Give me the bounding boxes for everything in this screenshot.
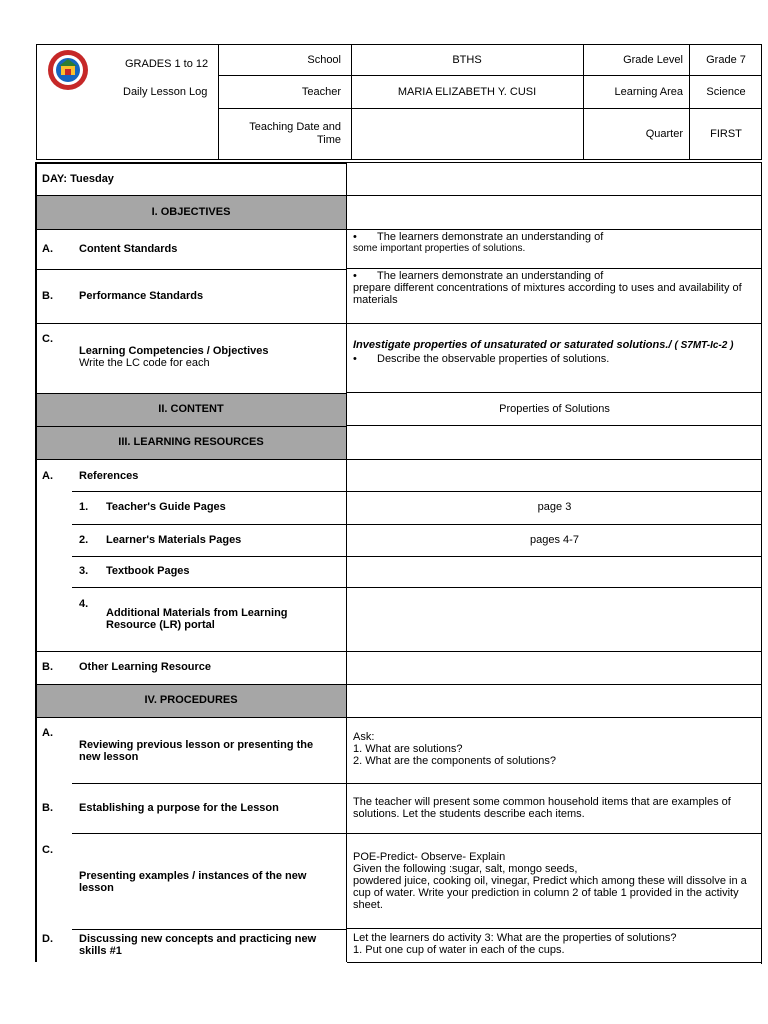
grade-level-label: Grade Level <box>623 54 683 66</box>
performance-standards-text <box>353 270 755 306</box>
objective-a-index: A. <box>42 243 53 255</box>
section-procedures: IV. PROCEDURES <box>144 694 238 706</box>
competency-code: ( S7MT-Ic-2 ) <box>674 340 734 351</box>
learning-area-value: Science <box>706 86 746 98</box>
content-standards-line: The learners demonstrate an understanding of <box>377 231 604 243</box>
grade-level-value: Grade 7 <box>706 54 746 66</box>
procedure-a-index: A. <box>42 727 53 739</box>
resource-item-num: 4. <box>79 598 89 610</box>
presenting-examples-label: Presenting examples / instances of the new lesson <box>79 870 307 894</box>
section-resources: III. LEARNING RESOURCES <box>118 436 264 448</box>
discussing-concepts-text <box>353 932 755 956</box>
bullet-icon: • <box>353 270 357 282</box>
teacher-label: Teacher <box>301 86 341 98</box>
content-standards-label: Content Standards <box>79 243 178 255</box>
text-line: powdered juice, cooking oil, vinegar, Predict which among these will dissolve in a cup of water. Write your prediction in column 2 of table 1 provided in the activity sheet. <box>353 875 747 911</box>
discussing-concepts-label: Discussing new concepts and practicing new skills #1 <box>79 933 317 957</box>
teachers-guide-value: page 3 <box>537 501 572 513</box>
objective-b-index: B. <box>42 290 53 302</box>
teaching-date-label: Teaching Date and Time <box>249 121 341 146</box>
day-label: DAY: Tuesday <box>42 173 114 185</box>
procedure-d-index: D. <box>42 933 53 945</box>
resource-item-num: 1. <box>79 501 89 513</box>
competency-bullet: Describe the observable properties of solutions. <box>377 353 610 365</box>
reviewing-lesson-text <box>353 731 755 767</box>
learners-materials-label: Learner's Materials Pages <box>106 534 242 546</box>
learning-competencies-text <box>353 339 755 365</box>
quarter-label: Quarter <box>645 128 683 140</box>
objective-c-index: C. <box>42 333 53 345</box>
procedure-c-index: C. <box>42 844 53 856</box>
log-title: Daily Lesson Log <box>123 86 208 98</box>
learning-area-label: Learning Area <box>614 86 683 98</box>
content-standards-line2: some important properties of solutions. <box>353 243 526 254</box>
other-resource-index: B. <box>42 661 53 673</box>
header-divider <box>218 45 219 159</box>
header-divider <box>218 75 761 76</box>
text-line: 1. Put one cup of water in each of the cups. <box>353 944 565 956</box>
textbook-pages-label: Textbook Pages <box>106 565 190 577</box>
header-divider <box>583 45 584 159</box>
school-value: BTHS <box>452 54 482 66</box>
text-line: Let the learners do activity 3: What are the properties of solutions? <box>353 932 677 944</box>
presenting-examples-text <box>353 851 755 911</box>
references-label: References <box>79 470 139 482</box>
text-line: 2. What are the components of solutions? <box>353 755 557 767</box>
procedure-b-index: B. <box>42 802 53 814</box>
school-label: School <box>307 54 341 66</box>
additional-materials-label: Additional Materials from Learning Resource (LR) portal <box>106 607 288 631</box>
reviewing-lesson-label: Reviewing previous lesson or presenting the new lesson <box>79 739 314 763</box>
learning-competencies-label <box>79 345 334 369</box>
content-standards-text <box>353 231 755 255</box>
header-divider <box>218 108 761 109</box>
grades-label: GRADES 1 to 12 <box>125 58 209 70</box>
text-line: POE-Predict- Observe- Explain <box>353 851 506 863</box>
references-index: A. <box>42 470 53 482</box>
teachers-guide-label: Teacher's Guide Pages <box>106 501 226 513</box>
resource-item-num: 2. <box>79 534 89 546</box>
text-line: 1. What are solutions? <box>353 743 463 755</box>
bullet-icon: • <box>353 231 357 243</box>
section-content: II. CONTENT <box>158 403 224 415</box>
content-value: Properties of Solutions <box>499 403 610 415</box>
quarter-value: FIRST <box>710 128 742 140</box>
other-resource-label: Other Learning Resource <box>79 661 212 673</box>
teacher-value: MARIA ELIZABETH Y. CUSI <box>397 86 537 98</box>
resource-item-num: 3. <box>79 565 89 577</box>
text-line: Given the following :sugar, salt, mongo seeds, <box>353 863 578 875</box>
header-table <box>36 44 762 160</box>
text-line: Ask: <box>353 731 375 743</box>
section-objectives: I. OBJECTIVES <box>151 206 231 218</box>
performance-standards-label: Performance Standards <box>79 290 204 302</box>
lc-code-instruction: Write the LC code for each <box>79 357 210 369</box>
establishing-purpose-label: Establishing a purpose for the Lesson <box>79 802 279 814</box>
learning-competencies-title: Learning Competencies / Objectives <box>79 345 269 357</box>
learners-materials-value: pages 4-7 <box>530 534 579 546</box>
competency-text: Investigate properties of unsaturated or saturated solutions./ <box>353 339 672 351</box>
performance-standards-line: The learners demonstrate an understanding of <box>377 270 604 282</box>
school-seal-icon <box>47 49 89 91</box>
bullet-icon: • <box>353 353 357 365</box>
performance-standards-line2: prepare different concentrations of mixtures according to uses and availability of materials <box>353 282 742 306</box>
establishing-purpose-text: The teacher will present some common household items that are examples of solutions. Let the students describe each items. <box>353 796 731 820</box>
